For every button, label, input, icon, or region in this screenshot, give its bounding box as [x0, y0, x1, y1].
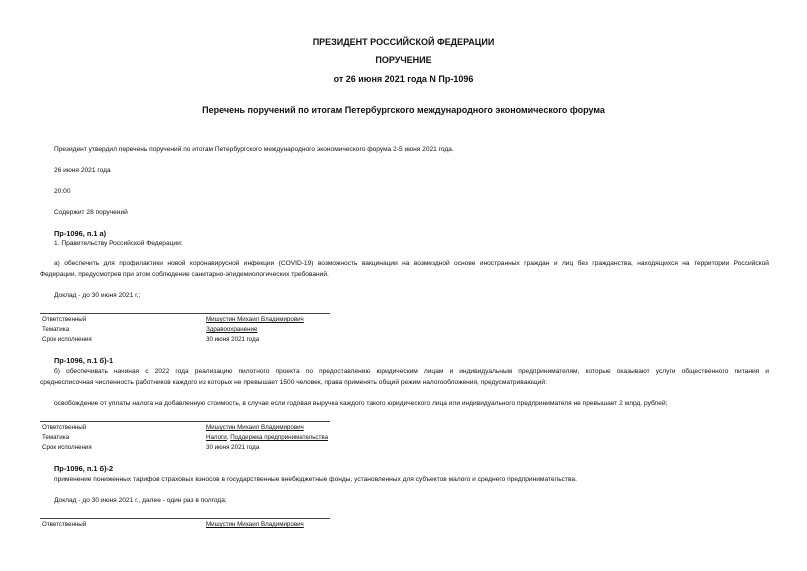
header-order-type: ПОРУЧЕНИЕ — [375, 55, 432, 65]
item-report: Доклад - до 30 июня 2021 г.; — [54, 292, 141, 299]
deadline-value: 30 июня 2021 года — [206, 336, 260, 343]
label-topic: Тематика — [42, 434, 70, 441]
header-president: ПРЕЗИДЕНТ РОССИЙСКОЙ ФЕДЕРАЦИИ — [312, 37, 495, 47]
label-responsible: Ответственный — [42, 521, 87, 528]
item-report: Доклад - до 30 июня 2021 г., далее - один раз в полгода; — [54, 497, 227, 504]
item-text-line: а) обеспечить для профилактики новой коронавирусной инфекции (COVID-19) возможность вакцинации на возмездной основе иностранных граждан и лиц без гражданства, находящихся на территории Российской — [54, 260, 769, 267]
item-subheading: 1. Правительству Российской Федерации: — [54, 240, 183, 247]
item-text: применение пониженных тарифов страховых взносов в государственные внебюджетные фонды, установленных для субъектов малого и среднего предпринимательства. — [54, 476, 577, 483]
intro-text: Президент утвердил перечень поручений по итогам Петербургского международного экономического форума 2-5 июня 2021 года. — [54, 146, 454, 153]
item-text-line: б) обеспечивать начиная с 2022 года реализацию пилотного проекта по предоставлению юридическим лицам и индивидуальным предпринимателям, которые оказывают услуги общественного питания и — [54, 368, 769, 375]
responsible-link[interactable]: Мишустин Михаил Владимирович — [206, 521, 304, 528]
label-topic: Тематика — [42, 326, 70, 333]
label-deadline: Срок исполнения — [42, 444, 92, 451]
item-heading: Пр-1096, п.1 а) — [54, 229, 107, 238]
intro-date: 26 июня 2021 года — [54, 167, 111, 174]
label-deadline: Срок исполнения — [42, 336, 92, 343]
item-text-line: среднесписочная численность работников каждого из которых не превышает 1500 человек, права применять общий режим налогообложения, предусматривающий: — [40, 379, 547, 386]
document-title: Перечень поручений по итогам Петербургского международного экономического форума — [202, 105, 605, 115]
divider — [40, 313, 330, 314]
topic-link[interactable]: Здравоохранение — [206, 326, 258, 333]
item-heading: Пр-1096, п.1 б)-2 — [54, 464, 114, 473]
label-responsible: Ответственный — [42, 424, 87, 431]
intro-time: 20:00 — [54, 188, 71, 195]
responsible-link[interactable]: Мишустин Михаил Владимирович — [206, 424, 304, 431]
item-text: освобождение от уплаты налога на добавленную стоимость, в случае если годовая выручка каждого такого юридического лица или индивидуального предпринимателя не превышает 2 млрд. рублей; — [54, 400, 668, 407]
topic-link-taxes[interactable]: Налоги — [206, 434, 227, 441]
topic-link-business-support[interactable]: Поддержка предпринимательства — [230, 434, 329, 441]
deadline-value: 30 июня 2021 года — [206, 444, 260, 451]
item-heading: Пр-1096, п.1 б)-1 — [54, 356, 114, 365]
topic-separator: , — [226, 434, 231, 441]
header-order-date: от 26 июня 2021 года N Пр-1096 — [333, 74, 474, 84]
divider — [40, 518, 330, 519]
label-responsible: Ответственный — [42, 316, 87, 323]
intro-count: Содержит 28 поручений — [54, 209, 128, 216]
responsible-link[interactable]: Мишустин Михаил Владимирович — [206, 316, 304, 323]
divider — [40, 421, 330, 422]
topic-links — [206, 434, 328, 441]
item-text-line: Федерации, предусмотрев при этом соблюдение санитарно-эпидемиологических требований. — [40, 271, 329, 278]
